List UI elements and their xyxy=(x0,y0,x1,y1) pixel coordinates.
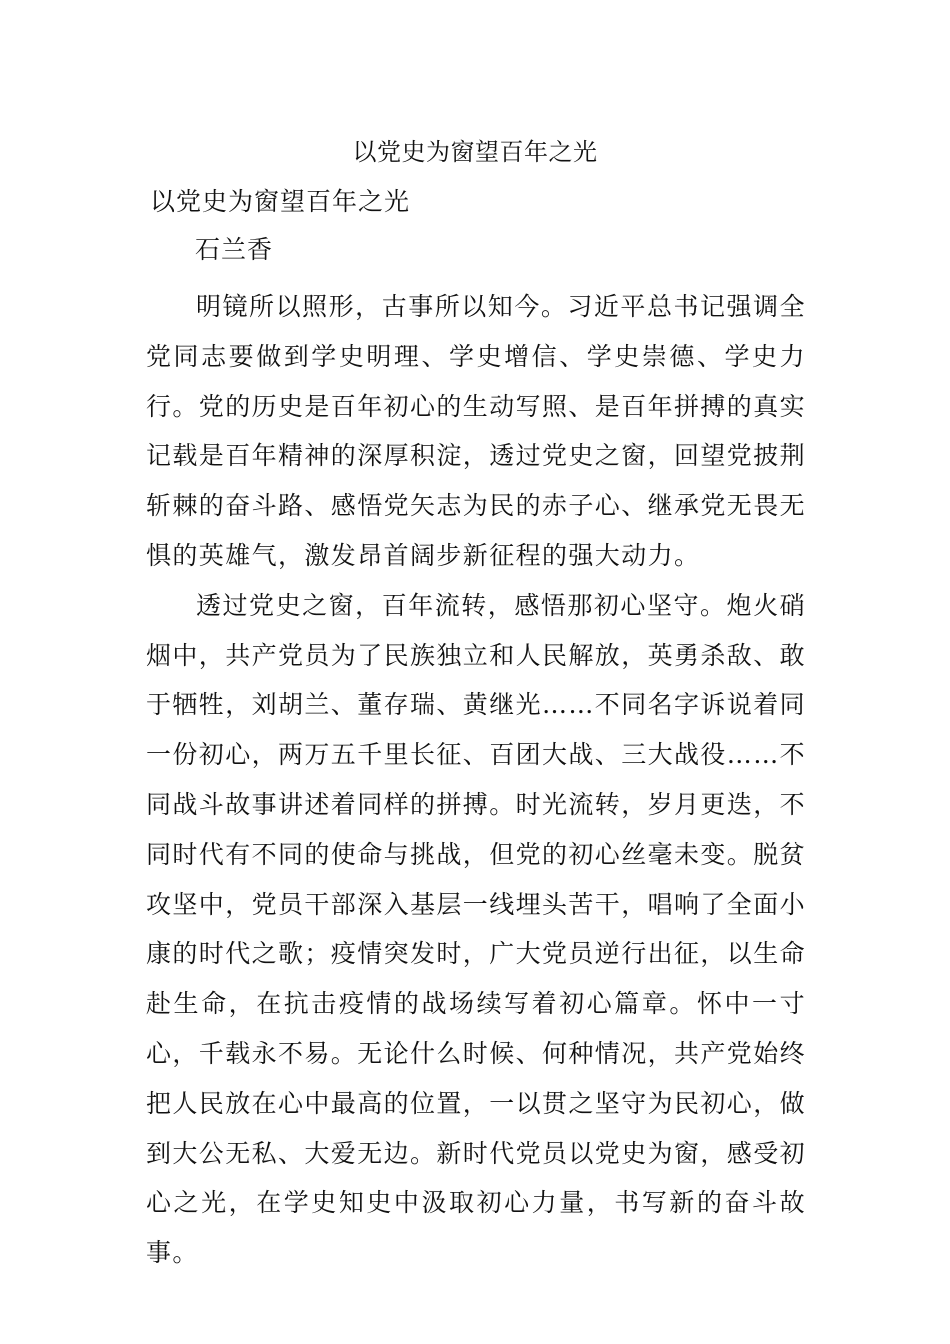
document-title: 以党史为窗望百年之光 xyxy=(352,138,598,166)
author-name: 石兰香 xyxy=(195,235,274,264)
article-body xyxy=(146,282,806,1278)
document-subtitle: 以党史为窗望百年之光 xyxy=(150,187,411,216)
paragraph-1: 明镜所以照形，古事所以知今。习近平总书记强调全党同志要做到学史明理、学史增信、学史崇德、学史力行。党的历史是百年初心的生动写照、是百年拼搏的真实记载是百年精神的深厚积淀，透过党史之窗，回望党披荆斩棘的奋斗路、感悟党矢志为民的赤子心、继承党无畏无惧的英雄气，激发昂首阔步新征程的强大动力。 xyxy=(146,292,807,570)
paragraph-2: 透过党史之窗，百年流转，感悟那初心坚守。炮火硝烟中，共产党员为了民族独立和人民解放，英勇杀敌、敢于牺牲，刘胡兰、董存瑞、黄继光……不同名字诉说着同一份初心，两万五千里长征、百团大战、三大战役……不同战斗故事讲述着同样的拼搏。时光流转，岁月更迭，不同时代有不同的使命与挑战，但党的初心丝毫未变。脱贫攻坚中，党员干部深入基层一线埋头苦干，唱响了全面小康的时代之歌；疫情突发时，广大党员逆行出征，以生命赴生命，在抗击疫情的战场续写着初心篇章。怀中一寸心，千载永不易。无论什么时候、何种情况，共产党始终把人民放在心中最高的位置，一以贯之坚守为民初心，做到大公无私、大爱无边。新时代党员以党史为窗，感受初心之光，在学史知史中汲取初心力量，书写新的奋斗故事。 xyxy=(146,590,807,1268)
